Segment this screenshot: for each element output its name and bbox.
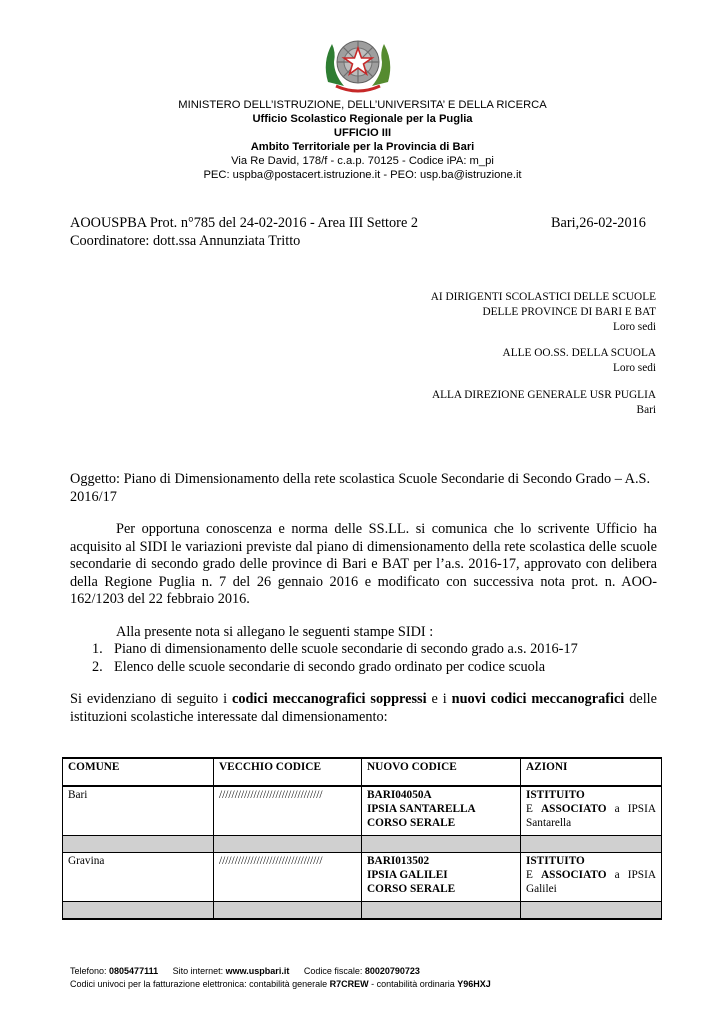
footer-tax-code: 80020790723 <box>364 966 420 976</box>
billing-general-code: R7CREW <box>329 979 369 989</box>
column-header: COMUNE <box>63 758 214 786</box>
unit-name: UFFICIO III <box>333 127 392 139</box>
recipient-line: ALLA DIREZIONE GENERALE USR PUGLIA <box>431 389 656 401</box>
action-cell: ISTITUITO E ASSOCIATO a IPSIA Galilei <box>521 853 662 902</box>
attachments-intro: Alla presente nota si allegano le seguenti stampe SIDI : <box>116 624 434 640</box>
coordinator: Coordinatore: dott.ssa Annunziata Tritto <box>70 233 301 249</box>
footer-contacts: Telefono: 0805477111 Sito internet: www.uspbari.it Codice fiscale: 80020790723 <box>70 966 420 976</box>
new-codes-label: nuovi codici meccanografici <box>451 691 625 707</box>
office-name: Ufficio Scolastico Regionale per la Puglia <box>252 113 473 125</box>
subject-line: Oggetto: Piano di Dimensionamento della rete scolastica Scuole Secondarie di Secondo Grado – A.S. 2016/17 <box>70 471 651 505</box>
protocol-reference <box>70 214 418 250</box>
column-header: VECCHIO CODICE <box>214 758 362 786</box>
recipient-line: AI DIRIGENTI SCOLASTICI DELLE SCUOLE <box>430 291 656 303</box>
comune-cell: Bari <box>63 786 214 836</box>
table-spacer-row <box>63 836 662 853</box>
attachments-list <box>92 641 578 676</box>
table-spacer-row <box>63 902 662 920</box>
old-code-cell: ///////////////////////////////// <box>214 786 362 836</box>
table-header-row <box>63 758 662 786</box>
area-name: Ambito Territoriale per la Provincia di Bari <box>250 141 475 153</box>
recipient-block <box>431 290 656 335</box>
table-row <box>63 853 662 902</box>
ministry-name: MINISTERO DELL’ISTRUZIONE, DELL’UNIVERSITA’ E DELLA RICERCA <box>178 99 547 111</box>
recipient-block <box>503 346 656 376</box>
column-header: AZIONI <box>521 758 662 786</box>
list-item: 1. Piano di dimensionamento delle scuole secondarie di secondo grado a.s. 2016-17 <box>92 641 578 657</box>
recipient-line: ALLE OO.SS. DELLA SCUOLA <box>502 347 656 359</box>
footer-website: www.uspbari.it <box>225 966 290 976</box>
codes-table <box>62 757 662 920</box>
footer-billing: Codici univoci per la fatturazione elettronica: contabilità generale R7CREW - contabilità ordinaria Y96HXJ <box>70 979 491 989</box>
republic-emblem-logo <box>318 32 398 96</box>
recipient-line: DELLE PROVINCE DI BARI E BAT <box>482 306 656 318</box>
suppressed-codes-label: codici meccanografici soppressi <box>231 691 427 707</box>
table-row <box>63 786 662 836</box>
column-header: NUOVO CODICE <box>362 758 521 786</box>
action-cell: ISTITUITO E ASSOCIATO a IPSIA Santarella <box>521 786 662 836</box>
office-contacts: PEC: uspba@postacert.istruzione.it - PEO: usp.ba@istruzione.it <box>203 169 522 181</box>
recipient-line: Loro sedi <box>613 321 656 333</box>
footer-phone: 0805477111 <box>109 966 159 976</box>
billing-ordinary-code: Y96HXJ <box>457 979 491 989</box>
place-date: Bari,26-02-2016 <box>551 215 646 231</box>
comune-cell: Gravina <box>63 853 214 902</box>
recipient-line: Bari <box>636 404 656 416</box>
protocol-number: AOOUSPBA Prot. n°785 del 24-02-2016 - Area III Settore 2 <box>70 215 419 231</box>
list-item: 2. Elenco delle scuole secondarie di secondo grado ordinato per codice scuola <box>92 658 546 675</box>
body-paragraph: Per opportuna conoscenza e norma delle SS.LL. si comunica che lo scrivente Ufficio ha acquisito al SIDI le variazioni previste dal piano di dimensionamento della rete scolastica delle scuole secondarie di secondo grado delle province di Bari e BAT per l’a.s. 2016-17, approvato con delibera della Regione Puglia n. 7 del 26 gennaio 2016 e modificato con successiva nota prot. n. AOO-162/1203 del 22 febbraio 2016. <box>70 521 657 607</box>
new-code-cell: BARI013502 IPSIA GALILEI CORSO SERALE <box>362 853 521 902</box>
recipient-block <box>432 388 656 418</box>
office-address: Via Re David, 178/f - c.a.p. 70125 - Codice iPA: m_pi <box>231 155 494 167</box>
highlight-paragraph: Si evidenziano di seguito i codici meccanografici soppressi e i nuovi codici meccanografici delle istituzioni scolastiche interessate dal dimensionamento: <box>70 691 657 725</box>
recipient-line: Loro sedi <box>613 362 656 374</box>
new-code-cell: BARI04050A IPSIA SANTARELLA CORSO SERALE <box>362 786 521 836</box>
old-code-cell: ///////////////////////////////// <box>214 853 362 902</box>
